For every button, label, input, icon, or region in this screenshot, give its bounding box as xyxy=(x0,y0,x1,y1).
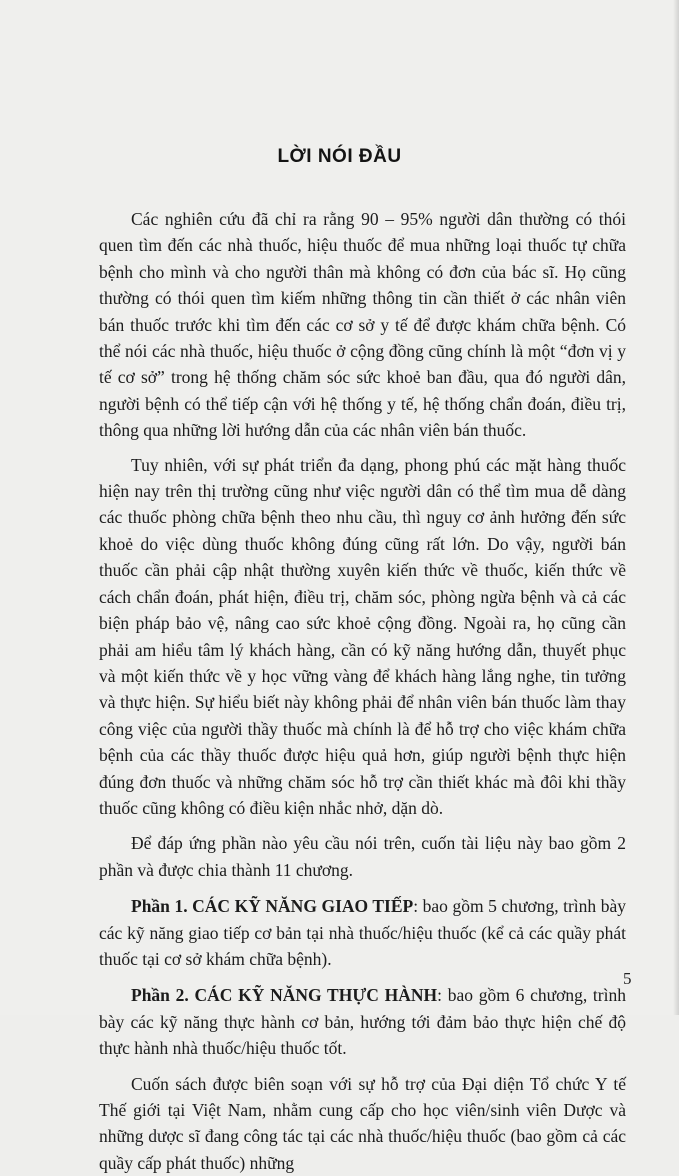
paragraph-1: Các nghiên cứu đã chỉ ra rằng 90 – 95% người dân thường có thói quen tìm đến các nhà thuốc, hiệu thuốc để mua những loại thuốc tự chữa bệnh cho mình và cho người thân mà không có đơn của bác sĩ. Họ cũng thường có thói quen tìm kiếm những thông tin cần thiết ở các nhân viên bán thuốc trước khi tìm đến các cơ sở y tế để được khám chữa bệnh. Có thể nói các nhà thuốc, hiệu thuốc ở cộng đồng cũng chính là một “đơn vị y tế cơ sở” trong hệ thống chăm sóc sức khoẻ ban đầu, qua đó người dân, người bệnh có thể tiếp cận với hệ thống y tế, hệ thống chẩn đoán, điều trị, thông qua những lời hướng dẫn của các nhân viên bán thuốc. xyxy=(99,209,626,441)
paragraph-3: Để đáp ứng phần nào yêu cầu nói trên, cuốn tài liệu này bao gồm 2 phần và được chia thành 11 chương. xyxy=(99,833,626,880)
paragraph-6: Cuốn sách được biên soạn với sự hỗ trợ của Đại diện Tổ chức Y tế Thế giới tại Việt Nam, nhằm cung cấp cho học viên/sinh viên Dược và những dược sĩ đang công tác tại các nhà thuốc/hiệu thuốc (bao gồm cả các quầy cấp phát thuốc) những xyxy=(99,1073,626,1173)
paragraph-part-1 xyxy=(99,893,626,972)
paragraph-part-2 xyxy=(99,982,626,1061)
part-2-heading: Phần 2. CÁC KỸ NĂNG THỰC HÀNH xyxy=(131,985,438,1006)
preface-body xyxy=(99,206,626,1176)
part-1-heading: Phần 1. CÁC KỸ NĂNG GIAO TIẾP xyxy=(131,896,414,917)
page-number: 5 xyxy=(623,969,632,988)
paragraph-2: Tuy nhiên, với sự phát triển đa dạng, phong phú các mặt hàng thuốc hiện nay trên thị trường cũng như việc người dân có thể tìm mua dễ dàng các thuốc phòng chữa bệnh theo nhu cầu, thì nguy cơ ảnh hưởng đến sức khoẻ do việc dùng thuốc không đúng cũng rất lớn. Do vậy, người bán thuốc cần phải cập nhật thường xuyên kiến thức về thuốc, kiến thức về cách chẩn đoán, phát hiện, điều trị, chăm sóc, phòng ngừa bệnh và cả các biện pháp bảo vệ, nâng cao sức khoẻ cộng đồng. Ngoài ra, họ cũng cần phải am hiểu tâm lý khách hàng, cần có kỹ năng hướng dẫn, thuyết phục và một kiến thức về y học vững vàng để khách hàng lắng nghe, tin tưởng và thực hiện. Sự hiểu biết này không phải để nhân viên bán thuốc làm thay công việc của người thầy thuốc mà chính là để hỗ trợ cho việc khám chữa bệnh của các thầy thuốc được hiệu quả hơn, giúp người bệnh thực hiện đúng đơn thuốc và những chăm sóc hỗ trợ cần thiết khác mà đôi khi thầy thuốc cũng không có điều kiện nhắc nhở, dặn dò. xyxy=(99,454,626,818)
page-title: LỜI NÓI ĐẦU xyxy=(277,146,402,167)
part-2-description: : bao gồm 6 chương, trình bày các kỹ năng thực hành cơ bản, hướng tới đảm bảo thực hiện chế độ thực hành nhà thuốc/hiệu thuốc tốt. xyxy=(99,985,626,1059)
part-1-description: : bao gồm 5 chương, trình bày các kỹ năng giao tiếp cơ bản tại nhà thuốc/hiệu thuốc (kể cả các quầy phát thuốc tại cơ sở khám chữa bệnh). xyxy=(99,896,626,969)
